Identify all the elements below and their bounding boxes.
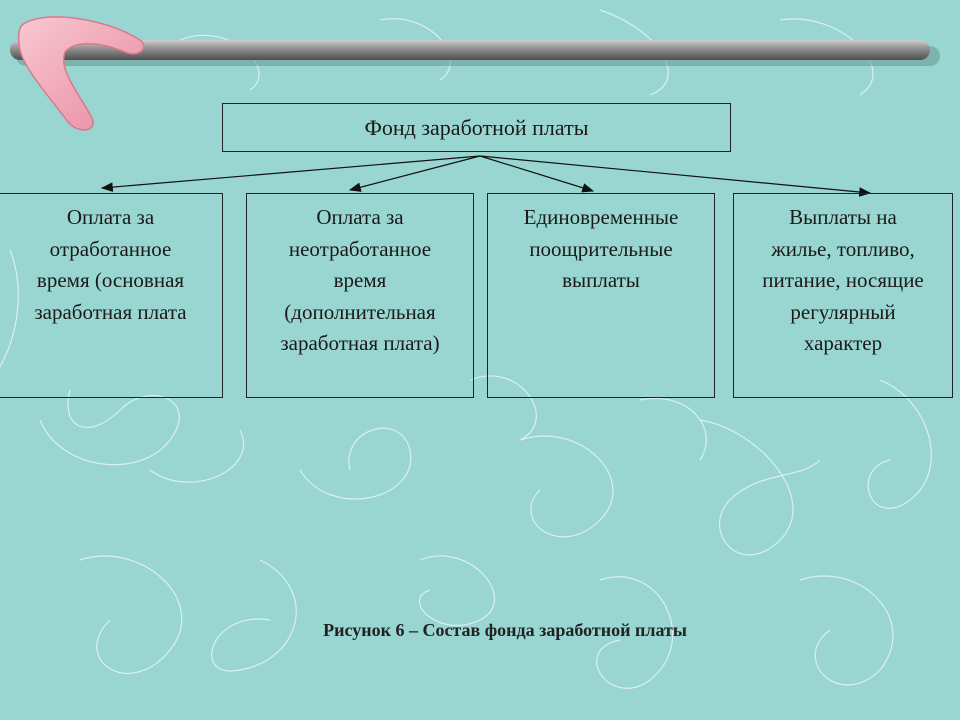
figure-caption: Рисунок 6 – Состав фонда заработной платы bbox=[323, 620, 687, 640]
child-node-label: Оплата за неотработанное время (дополнительная заработная плата) bbox=[280, 205, 440, 355]
child-node-worked-time bbox=[0, 193, 223, 398]
child-node-one-time-bonuses bbox=[487, 193, 715, 398]
child-node-unworked-time bbox=[246, 193, 474, 398]
child-node-label: Оплата за отработанное время (основная заработная плата bbox=[34, 205, 187, 324]
child-node-regular-payments bbox=[733, 193, 953, 398]
child-node-label: Выплаты на жилье, топливо, питание, носящие регулярный характер bbox=[762, 205, 924, 355]
root-node-label: Фонд заработной платы bbox=[364, 114, 589, 140]
child-node-label: Единовременные поощрительные выплаты bbox=[523, 205, 679, 292]
boomerang-logo bbox=[19, 17, 144, 130]
root-node bbox=[222, 103, 731, 152]
